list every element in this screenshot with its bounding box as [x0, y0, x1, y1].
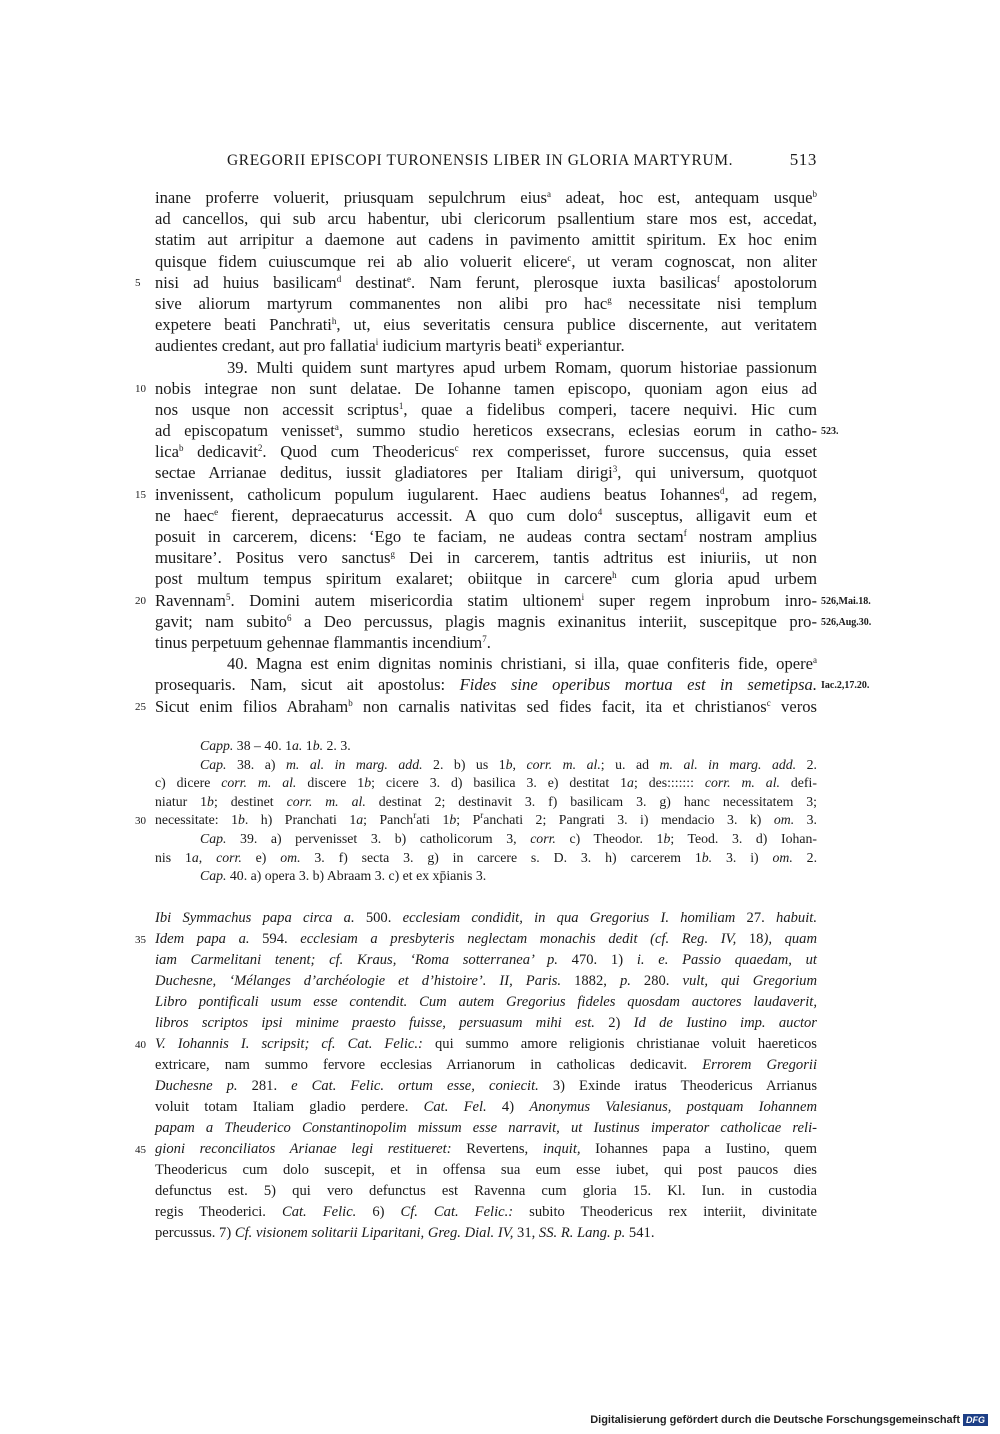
text-line [155, 568, 817, 589]
historical-notes [135, 908, 818, 1244]
text-line [155, 1097, 817, 1118]
margin-note: 526,Aug.30. [821, 616, 872, 628]
running-title: GREGORII EPISCOPI TURONENSIS LIBER IN GLORIA MARTYRUM. [227, 152, 734, 169]
line-text: prosequaris. Nam, sicut ait apostolus: Fides sine operibus mortua est in semetipsa. [155, 675, 817, 695]
text-line [155, 1118, 817, 1139]
text-line [155, 793, 817, 812]
text-line [155, 526, 817, 547]
line-text: post multum tempus spiritum exalaret; obiitque in carcere$^h$ cum gloria apud urbem [155, 569, 817, 589]
line-text: Duchesne p. 281. e Cat. Felic. ortum esse, coniecit. 3) Exinde iratus Theodericus Arrianus [155, 1078, 818, 1094]
line-number: 25 [135, 700, 146, 713]
text-line [155, 462, 817, 483]
text-line [155, 441, 817, 462]
text-line [155, 849, 817, 868]
line-text: Libro pontificali usum esse contendit. Cum autem Gregorius fideles quosdam auctores laudaverit, [155, 994, 817, 1010]
line-text: nos usque non accessit scriptus$^1$, quae a fidelibus comperi, tacere nequivi. Hic cum [155, 399, 817, 419]
line-text: inane proferre voluerit, priusquam sepulchrum eius$^a$ adeat, hoc est, antequam usque$^b$ [155, 188, 817, 207]
line-text: papam a Theuderico Constantinopolim missum esse narravit, ut Iustinus imperator catholicae reli- [155, 1120, 817, 1136]
line-number: 40 [135, 1039, 146, 1051]
line-text: Cap. 38. a) m. al. in marg. add. 2. b) us 1b, corr. m. al.; u. ad m. al. in marg. add. 2. [200, 756, 817, 772]
text-line [155, 653, 817, 674]
line-text: Sicut enim filios Abraham$^b$ non carnalis nativitas sed fides facit, ita et christianos$^c$ veros [155, 696, 817, 716]
line-text: Ibi Symmachus papa circa a. 500. ecclesiam condidit, in qua Gregorius I. homiliam 27. habuit. [155, 910, 817, 926]
text-line [135, 272, 818, 293]
line-text: percussus. 7) Cf. visionem solitarii Liparitani, Greg. Dial. IV, 31, SS. R. Lang. p. 541. [155, 1225, 655, 1241]
line-text: Cap. 40. a) opera 3. b) Abraam 3. c) et ex xp̄ianis 3. [200, 868, 487, 884]
text-line [155, 357, 817, 378]
line-text: musitare’. Positus vero sanctus$^g$ Dei in carcerem, tantis adtritus est iniuriis, ut non [155, 548, 817, 568]
text-line [155, 293, 817, 314]
line-text: necessitate: 1b. h) Pranchati 1a; Panch$^r$ati 1b; $P^ranchati$ 2; Pangrati 3. i) mendacio 3. k) om. 3. [155, 810, 817, 828]
text-line [155, 1181, 817, 1202]
line-text: defunctus est. 5) qui vero defunctus est Ravenna cum gloria 15. Kl. Iun. in custodia [155, 1183, 817, 1199]
margin-note: 526,Mai.18. [821, 595, 871, 607]
line-text: Theodericus cum dolo suscepit, et in offensa sua eum esse iubet, qui post paucos dies [155, 1162, 817, 1178]
text-line [155, 830, 817, 849]
page-number: 513 [789, 150, 817, 169]
text-line [155, 971, 817, 992]
line-text: Cap. 39. a) pervenisset 3. b) catholicorum 3, corr. c) Theodor. 1b; Teod. 3. d) Iohan- [200, 830, 817, 846]
text-line [135, 1034, 817, 1055]
text-line [155, 1160, 817, 1181]
text-line [155, 1055, 817, 1076]
line-text: tinus perpetuum gehennae flammantis incendium$^7$. [155, 632, 491, 652]
text-line [155, 420, 839, 441]
line-text: Duchesne, ‘Mélanges d’archéologie et d’histoire’. II, Paris. 1882, p. 280. vult, qui Gregorium [155, 973, 818, 989]
text-line [155, 208, 817, 229]
text-line [155, 229, 817, 250]
line-text: audientes credant, aut pro fallatia$^i$ iudicium martyris beati$^k$ experiantur. [155, 336, 625, 356]
text-line [135, 696, 817, 717]
text-line [155, 547, 817, 568]
text-line [155, 1076, 817, 1097]
line-text: ad episcopatum venisset$^a$, summo studio hereticos exsecrans, eclesias eorum in catho- [155, 421, 817, 441]
running-header [155, 150, 817, 176]
line-number: 30 [135, 815, 146, 828]
margin-note: Iac.2,17.20. [821, 680, 870, 692]
critical-apparatus [135, 737, 818, 886]
line-text: invenissent, catholicum populum iugularent. Haec audiens beatus Iohannes$^d$, ad regem, [155, 484, 817, 504]
line-text: niatur 1b; destinet corr. m. al. destinat 2; destinavit 3. f) basilicam 3. g) hanc necessitatem 3; [155, 793, 817, 809]
text-line [155, 774, 817, 793]
text-line [155, 1202, 817, 1223]
text-line [155, 505, 817, 526]
text-line [155, 314, 817, 335]
line-text: regis Theoderici. Cat. Felic. 6) Cf. Cat. Felic.: subito Theodericus rex interiit, divinitate [155, 1204, 817, 1220]
line-text: quisque fidem cuiuscumque rei ab alio voluerit elicere$^c$, ut veram cognoscat, non aliter [155, 251, 817, 271]
margin-note: 523. [821, 426, 839, 438]
text-line [155, 335, 817, 356]
text-line [155, 674, 870, 695]
line-text: posuit in carcerem, dicens: ‘Ego te faciam, ne audeas contra sectam$^f$ nostram amplius [155, 527, 817, 546]
line-text: extricare, nam summo fervore ecclesias Arrianorum in catholicas dedicavit. Errorem Gregorii [155, 1057, 817, 1073]
line-text: gioni reconciliatos Arianae legi restitueret: Revertens, inquit, Iohannes papa a Iustino, quem [155, 1141, 817, 1157]
line-number: 45 [135, 1144, 146, 1156]
line-text: gavit; nam subito$^6$ a Deo percussus, plagis magnis exinanitus interiit, suscepitque pro- [155, 611, 817, 631]
line-text: lica$^b$ dedicavit$^2$. Quod cum Theodericus$^c$ rex comperisset, furore succensus, quia esset [155, 442, 818, 462]
text-line [155, 251, 817, 272]
line-number: 35 [135, 934, 146, 946]
line-text: expetere beati Panchrati$^h$, ut, eius severitatis censura publice discernente, aut veritatem [155, 315, 818, 335]
line-text: nobis integrae non sunt delatae. De Iohanne tamen episcopo, quoniam agon eius ad [155, 378, 817, 398]
text-line [155, 908, 817, 929]
footer-text: Digitalisierung gefördert durch die Deutsche Forschungsgemeinschaft [590, 1414, 960, 1426]
dfg-logo: DFG [963, 1414, 988, 1426]
text-line [155, 632, 817, 653]
text-line [135, 484, 817, 505]
line-text: Capp. 38 – 40. 1a. 1b. 2. 3. [200, 738, 351, 753]
text-line [155, 187, 817, 208]
text-line [135, 378, 817, 399]
text-line [155, 1013, 817, 1034]
line-text: sive aliorum martyrum commanentes non alibi pro hac$^g$ necessitate nisi templum [155, 293, 817, 313]
main-text [135, 187, 872, 717]
line-text: nis 1a, corr. e) om. 3. f) secta 3. g) in carcere s. D. 3. h) carcerem 1b. 3. i) om. 2. [155, 849, 818, 865]
line-number: 15 [135, 488, 146, 501]
line-text: statim aut arripitur a daemone aut cadens in pavimento amittit spiritum. Ex hoc enim [155, 230, 817, 250]
line-text: iam Carmelitani tenent; cf. Kraus, ‘Roma sotterranea’ p. 470. 1) i. e. Passio quaedam, ut [155, 952, 817, 968]
line-text: libros scriptos ipsi minime praesto fuisse, persuasum mihi est. 2) Id de Iustino imp. auctor [155, 1015, 817, 1031]
line-text: ne haec$^e$ fierent, depraecaturus accessit. A quo cum dolo$^4$ susceptus, alligavit eum et [155, 505, 817, 525]
text-line [155, 611, 872, 632]
line-text: Idem papa a. 594. ecclesiam a presbyteris neglectam monachis dedit (cf. Reg. IV, 18), quam [155, 931, 817, 947]
line-number: 10 [135, 382, 146, 395]
footer-credit [590, 1414, 988, 1426]
line-text: Ravennam$^5$. Domini autem misericordia statim ultionem$^i$ super regem inprobum inro- [155, 590, 817, 610]
text-line [155, 399, 817, 420]
line-text: sectae Arrianae deditus, iussit gladiatores per Italiam dirigi$^3$, qui universum, quotquot [155, 463, 817, 483]
line-text: ad cancellos, qui sub arcu habentur, ubi clericorum psallentium stare mos est, accedat, [155, 209, 817, 229]
line-text: nisi ad huius basilicam$^d$ destinat$^e$. Nam ferunt, plerosque iuxta basilicas$^f$ apostolorum [155, 272, 818, 292]
line-text: voluit totam Italiam gladio perdere. Cat. Fel. 4) Anonymus Valesianus, postquam Iohannem [155, 1099, 817, 1115]
line-text: 40. Magna est enim dignitas nominis christiani, si illa, quae confiteris fide, opere$^a$ [227, 654, 817, 674]
text-line [155, 992, 817, 1013]
text-line [135, 929, 817, 950]
text-line [155, 867, 817, 886]
line-number: 5 [135, 276, 141, 289]
text-line [135, 1139, 817, 1160]
line-text: 39. Multi quidem sunt martyres apud urbem Romam, quorum historiae passionum [227, 357, 817, 377]
text-line [155, 756, 817, 775]
text-line [155, 737, 817, 756]
line-text: V. Iohannis I. scripsit; cf. Cat. Felic.: qui summo amore religionis christianae voluit haereticos [155, 1036, 817, 1052]
text-line [155, 1223, 817, 1244]
text-line [135, 810, 817, 830]
text-line [135, 590, 871, 611]
line-text: c) dicere corr. m. al. discere 1b; cicere 3. d) basilica 3. e) destitat 1a; des::::::: corr. m. al. defi- [155, 775, 817, 791]
text-line [155, 950, 817, 971]
line-number: 20 [135, 594, 146, 607]
